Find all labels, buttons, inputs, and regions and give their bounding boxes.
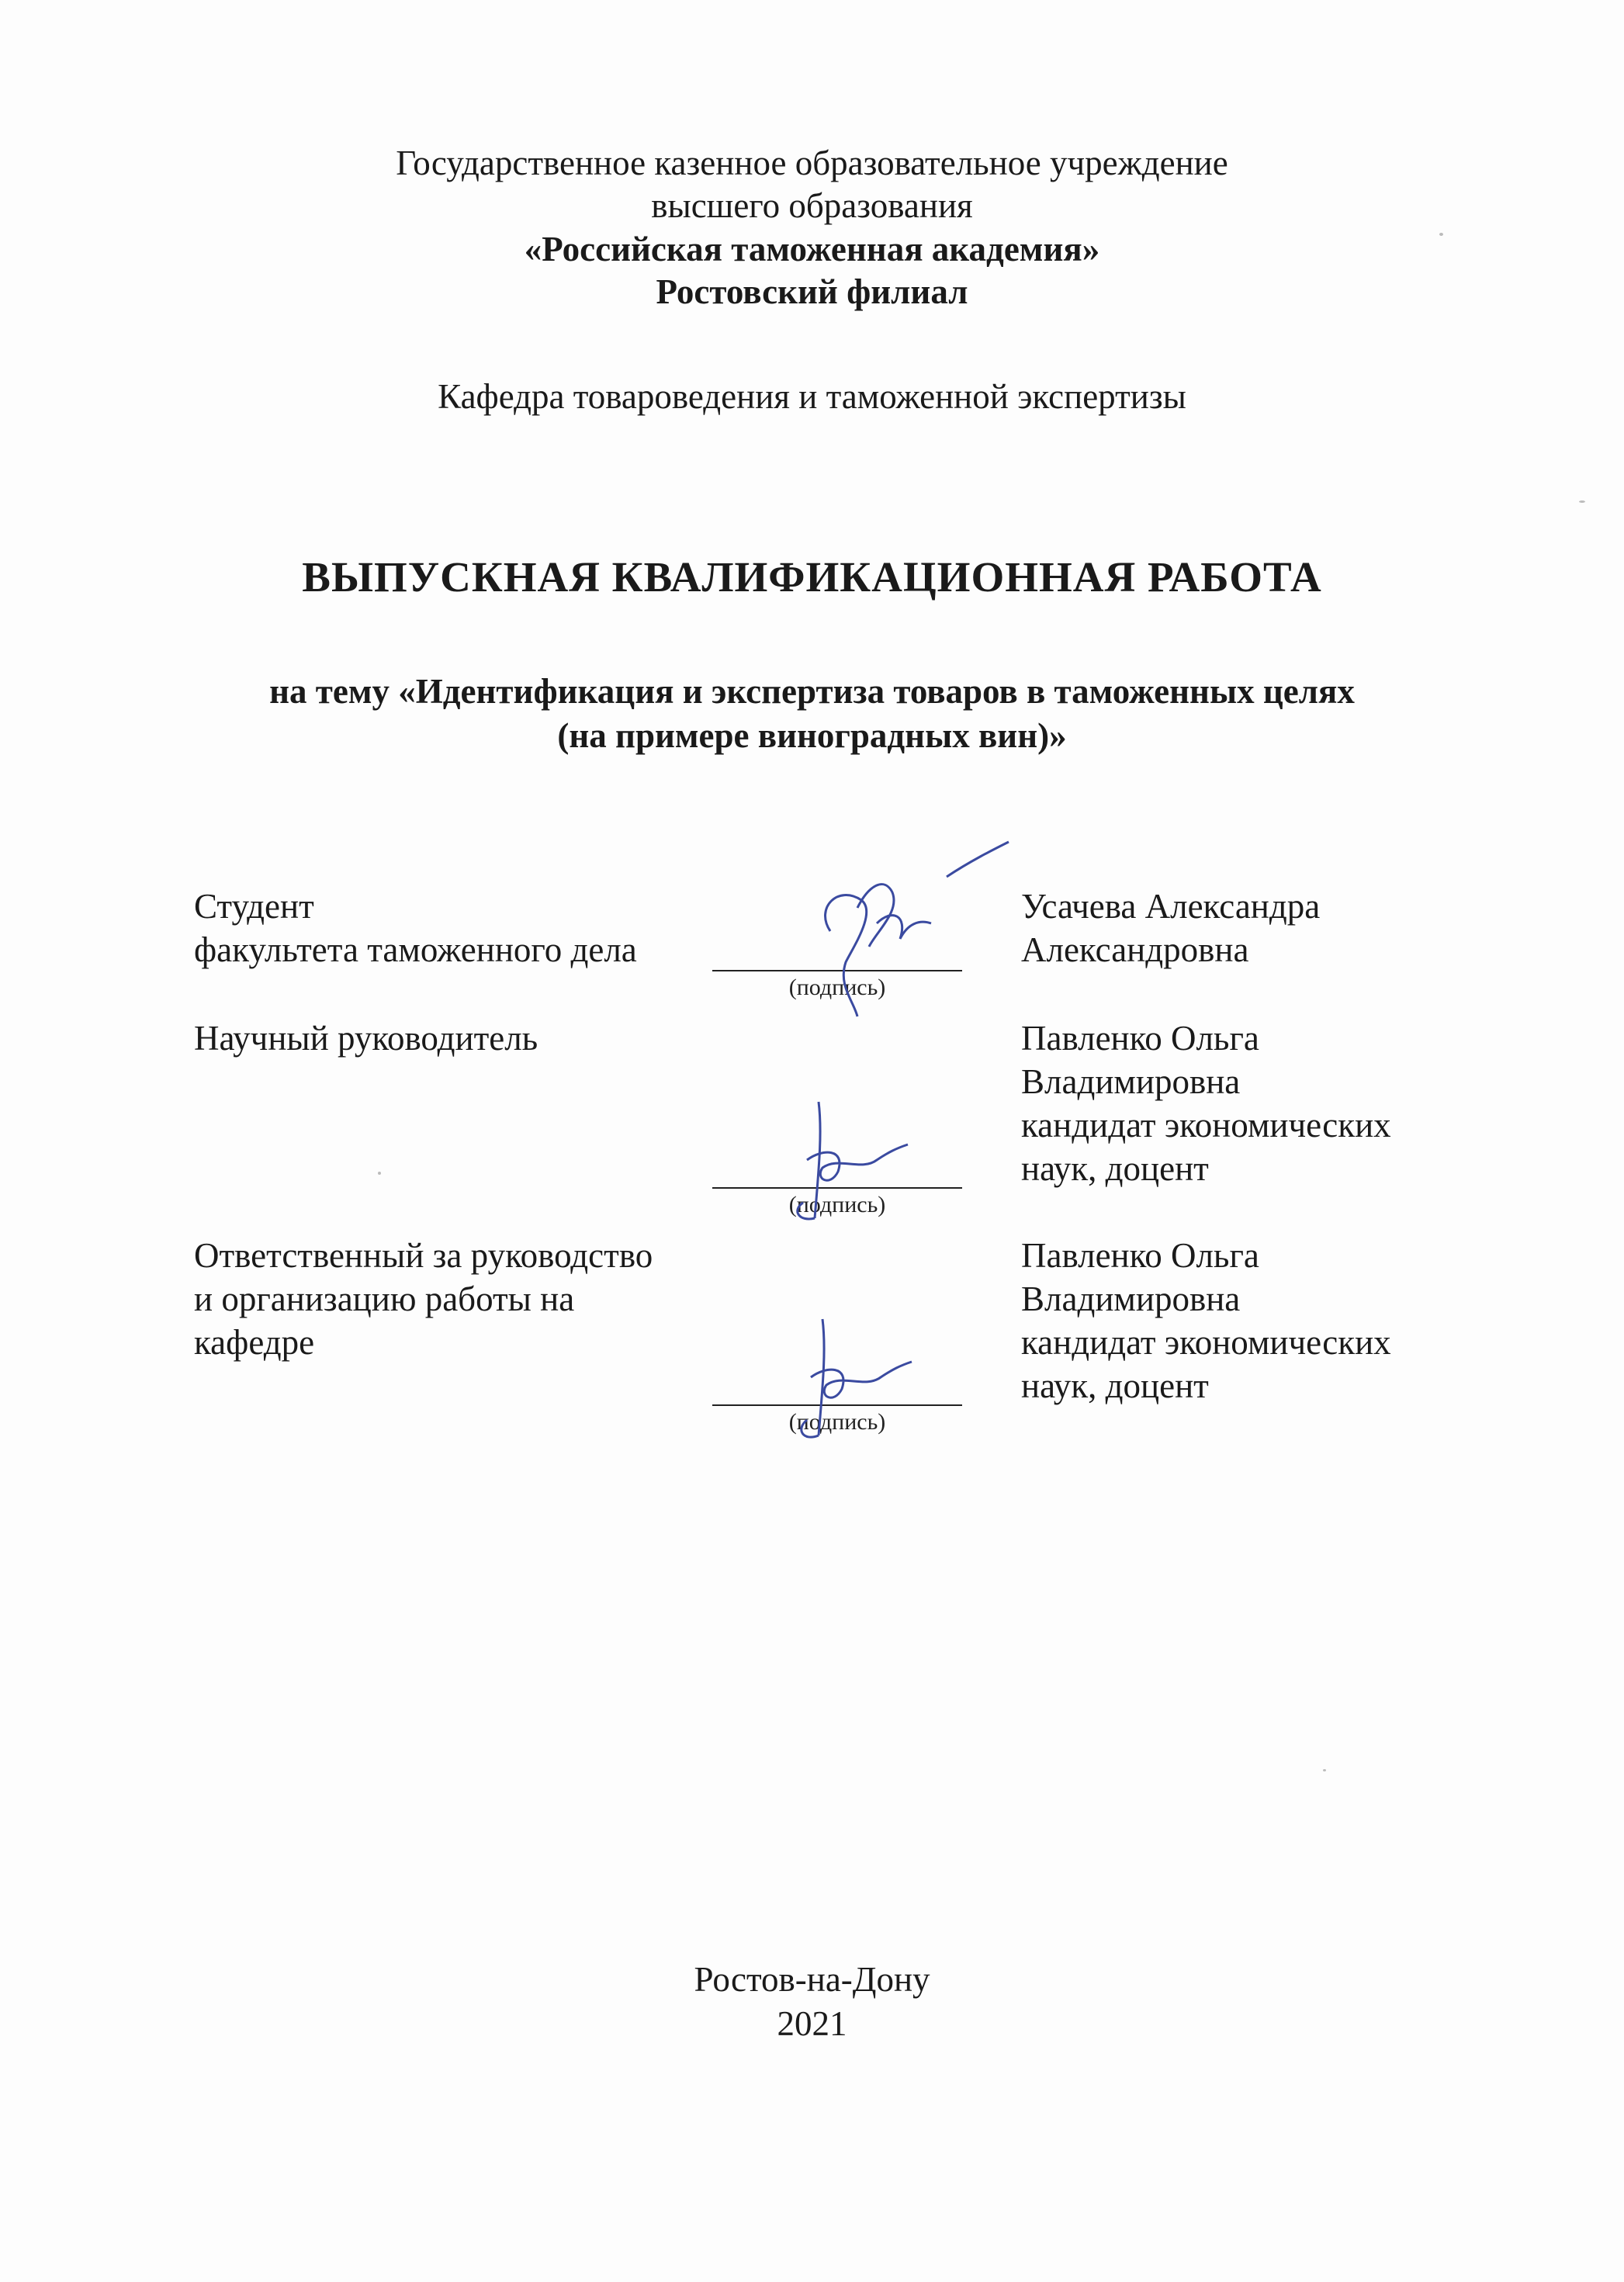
scan-speck bbox=[1323, 1769, 1326, 1771]
role-line: и организацию работы на bbox=[194, 1280, 575, 1318]
role-line: Студент bbox=[194, 887, 314, 926]
signature-caption: (подпись) bbox=[788, 1192, 886, 1217]
institution-line-1: Государственное казенное образовательное учреждение bbox=[396, 144, 1228, 182]
name-line: наук, доцент bbox=[1021, 1366, 1209, 1405]
name-line: Владимировна bbox=[1021, 1280, 1241, 1318]
scan-speck bbox=[1439, 233, 1443, 236]
role-line: Ответственный за руководство bbox=[194, 1236, 653, 1275]
name-line: Александровна bbox=[1021, 930, 1249, 969]
supervisor-signature bbox=[745, 1086, 931, 1241]
department-name: Кафедра товароведения и таможенной экспертизы bbox=[438, 377, 1186, 416]
responsible-name bbox=[1021, 1234, 1391, 1408]
document-title: ВЫПУСКНАЯ КВАЛИФИКАЦИОННАЯ РАБОТА bbox=[302, 553, 1322, 601]
name-line: Павленко Ольга bbox=[1021, 1019, 1259, 1058]
supervisor-role bbox=[194, 1016, 538, 1060]
role-line: Научный руководитель bbox=[194, 1019, 538, 1058]
institution-line-2: высшего образования bbox=[651, 186, 973, 225]
city: Ростов-на-Дону bbox=[694, 1960, 930, 1999]
branch-name: Ростовский филиал bbox=[656, 272, 968, 311]
topic-line-1: на тему «Идентификация и экспертиза товаров в таможенных целях bbox=[269, 672, 1355, 711]
signature-caption: (подпись) bbox=[788, 975, 886, 1000]
signature-line bbox=[712, 1404, 962, 1406]
name-line: Усачева Александра bbox=[1021, 887, 1321, 926]
academy-name: «Российская таможенная академия» bbox=[524, 230, 1100, 268]
scan-speck bbox=[378, 1172, 381, 1175]
signature-line bbox=[712, 970, 962, 971]
role-line: кафедре bbox=[194, 1323, 315, 1362]
scan-speck bbox=[1579, 500, 1585, 503]
topic-line-2: (на примере виноградных вин)» bbox=[557, 716, 1067, 755]
name-line: наук, доцент bbox=[1021, 1149, 1209, 1188]
name-line: кандидат экономических bbox=[1021, 1106, 1391, 1144]
student-signature bbox=[784, 838, 1016, 1032]
student-name bbox=[1021, 885, 1320, 971]
name-line: кандидат экономических bbox=[1021, 1323, 1391, 1362]
responsible-role bbox=[194, 1234, 653, 1364]
student-role bbox=[194, 885, 637, 971]
supervisor-name bbox=[1021, 1016, 1391, 1190]
year: 2021 bbox=[777, 2004, 847, 2043]
responsible-signature bbox=[749, 1304, 935, 1459]
signature-caption: (подпись) bbox=[788, 1409, 886, 1435]
name-line: Владимировна bbox=[1021, 1062, 1241, 1101]
signature-line bbox=[712, 1187, 962, 1189]
role-line: факультета таможенного дела bbox=[194, 930, 637, 969]
name-line: Павленко Ольга bbox=[1021, 1236, 1259, 1275]
